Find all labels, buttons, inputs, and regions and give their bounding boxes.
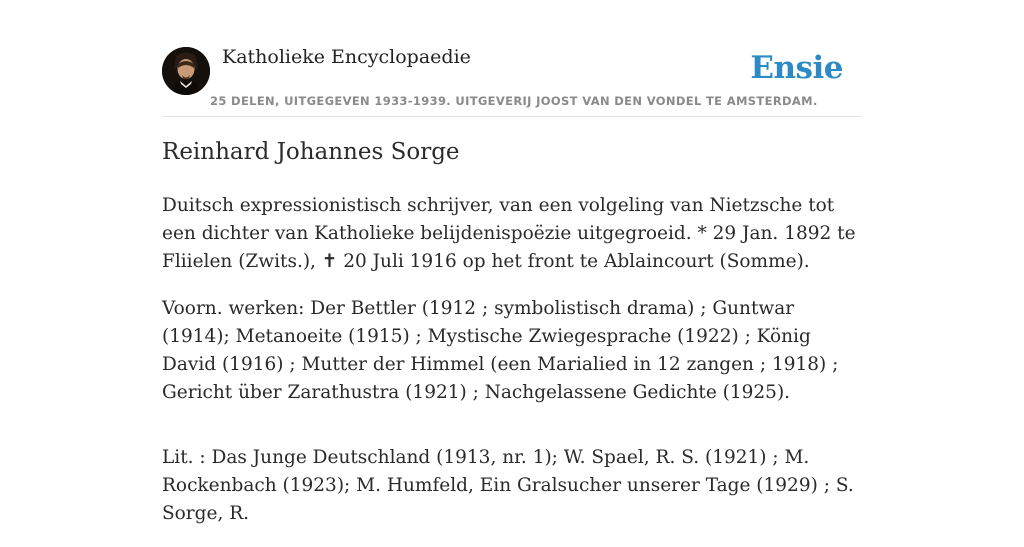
entry-title: Reinhard Johannes Sorge [162, 139, 460, 165]
entry-paragraph-literature: Lit. : Das Junge Deutschland (1913, nr. 1); W. Spael, R. S. (1921) ; M. Rockenbach (1923); M. Humfeld, Ein Gralsucher unserer Tage (1929) ; S. Sorge, R. [162, 447, 854, 524]
ensie-logo[interactable]: Ensie [750, 50, 843, 86]
entry-body [162, 192, 862, 547]
entry-paragraph-description: Duitsch expressionistisch schrijver, van een volgeling van Nietzsche tot een dichter van Katholieke belijdenispoëzie uitgegroeid. * 29 Jan. 1892 te Fliielen (Zwits.), ✝ 20 Juli 1916 op het front te Ablaincourt (Somme). [162, 195, 856, 272]
source-title[interactable]: Katholieke Encyclopaedie [222, 46, 471, 68]
source-avatar[interactable] [162, 47, 210, 95]
entry-paragraph-works: Voorn. werken: Der Bettler (1912 ; symbolistisch drama) ; Guntwar (1914); Metanoeite (1915) ; Mystische Zwiegesprache (1922) ; König David (1916) ; Mutter der Himmel (een Marialied in 12 zangen ; 1918) ; Gericht über Zarathustra (1921) ; Nachgelassene Gedichte (1925). [162, 298, 839, 403]
site-header [162, 44, 862, 117]
source-subtitle: 25 DELEN, UITGEGEVEN 1933-1939. UITGEVERIJ JOOST VAN DEN VONDEL TE AMSTERDAM. [210, 94, 818, 108]
portrait-icon [162, 47, 210, 95]
